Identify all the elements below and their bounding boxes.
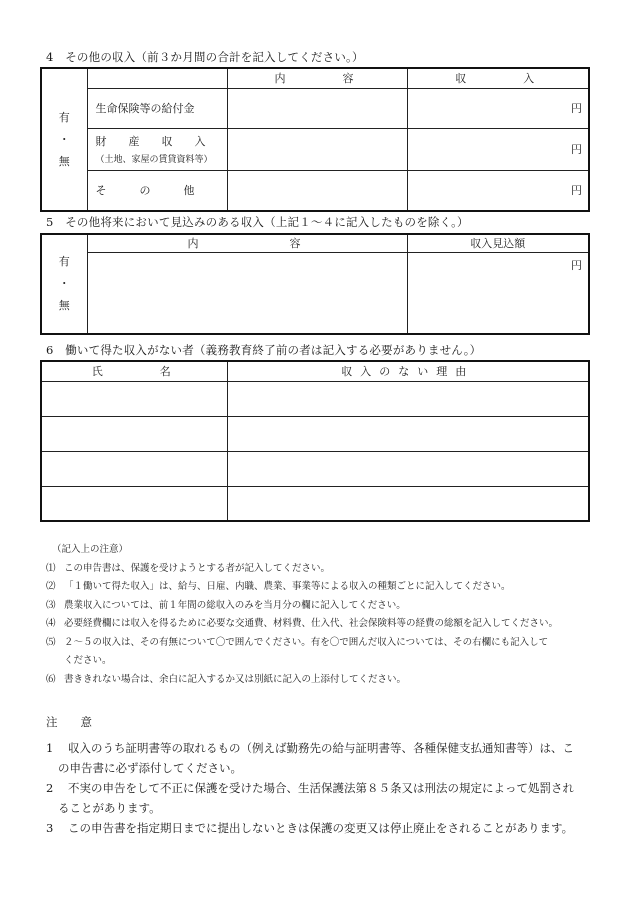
notes-heading: （記入上の注意） [52,544,129,555]
no-option[interactable]: 無 [58,154,70,168]
yes-no-selector[interactable] [41,68,87,211]
name-cell[interactable] [41,486,227,521]
header-reason: 収入のない理由 [227,361,589,381]
yes-option[interactable]: 有 [58,255,70,268]
header-blank [87,68,227,88]
separator-dot: ・ [58,132,70,146]
name-cell[interactable] [41,416,227,451]
no-income-table [40,360,590,522]
note-item: ⑶ 農業収入については、前１年間の総収入のみを当月分の欄に記入してください。 [46,599,406,611]
note-item: ⑵ 「１働いて得た収入」は、給与、日雇、内職、農業、事業等による収入の種類ごとに記入してください。 [46,581,511,592]
content-cell-other[interactable] [227,170,407,211]
warning-item: 3 この申告書を指定期日までに提出しないときは保護の変更又は停止廃止をされることがあります。 [46,821,574,835]
header-income: 収 入 [407,68,589,88]
reason-cell[interactable] [227,381,589,416]
expected-income-cell[interactable]: 円 [407,252,589,334]
income-cell-insurance[interactable]: 円 [407,88,589,128]
warning-item-continuation: ることがあります。 [58,801,161,815]
row-label-other: そ の 他 [87,170,227,211]
section5-title: 5 その他将来において見込みのある収入（上記１～４に記入したものを除く。） [46,215,469,229]
yes-no-selector-5[interactable] [41,234,87,334]
no-option[interactable]: 無 [58,299,70,312]
yes-option[interactable]: 有 [58,110,70,124]
header-name: 氏 名 [41,361,227,381]
row-label-insurance: 生命保険等の給付金 [87,88,227,128]
header-expected-income: 収入見込額 [407,234,589,252]
header-content-5: 内 容 [87,234,407,252]
header-content: 内 容 [227,68,407,88]
warning-heading: 注 意 [46,715,92,729]
warning-item: 2 不実の申告をして不正に保護を受けた場合、生活保護法第８５条又は刑法の規定によって処罰され [46,781,574,795]
income-cell-property[interactable]: 円 [407,128,589,170]
section6-title: 6 働いて得た収入がない者（義務教育終了前の者は記入する必要がありません。） [46,343,482,357]
expected-income-table [40,233,590,335]
name-cell[interactable] [41,451,227,486]
note-item-continuation: ください。 [64,655,112,666]
expected-content-cell[interactable] [87,252,407,334]
note-item: ⑷ 必要経費欄には収入を得るために必要な交通費、材料費、仕入代、社会保険料等の経費の総額を記入してください。 [46,618,559,629]
note-item: ⑸ ２～５の収入は、その有無について〇で囲んでください。有を〇で囲んだ収入については、その右欄にも記入して [46,636,549,648]
income-cell-other[interactable]: 円 [407,170,589,211]
note-item: ⑹ 書ききれない場合は、余白に記入するか又は別紙に記入の上添付してください。 [46,673,407,685]
content-cell-insurance[interactable] [227,88,407,128]
warning-item: 1 収入のうち証明書等の取れるもの（例えば勤務先の給与証明書等、各種保健支払通知書等）は、こ [46,741,574,755]
filling-notes [46,541,591,689]
name-cell[interactable] [41,381,227,416]
content-cell-property[interactable] [227,128,407,170]
separator-dot: ・ [58,277,70,290]
warning-item-continuation: の申告書に必ず添付してください。 [58,761,242,775]
section4-title: 4 その他の収入（前３か月間の合計を記入してください。） [46,50,364,64]
warning-section [46,712,591,838]
note-item: ⑴ この申告書は、保護を受けようとする者が記入してください。 [46,562,331,574]
reason-cell[interactable] [227,416,589,451]
reason-cell[interactable] [227,486,589,521]
reason-cell[interactable] [227,451,589,486]
other-income-table [40,67,590,212]
row-label-property: 財 産 収 入 （土地、家屋の賃貸資料等） [87,128,227,170]
